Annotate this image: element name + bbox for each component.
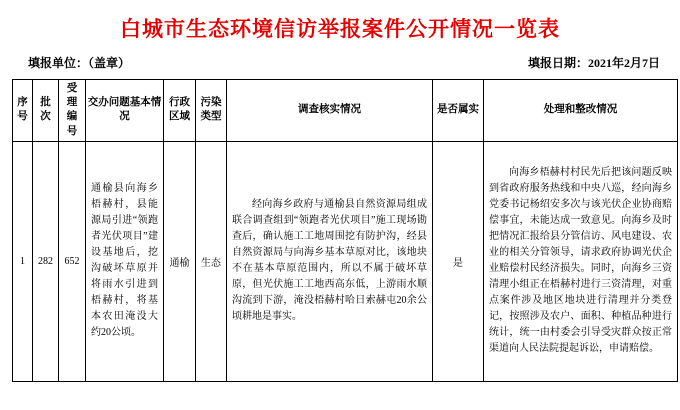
col-header-investigation: 调查核实情况	[227, 80, 433, 142]
col-header-case-no-label: 受理编号	[66, 83, 78, 137]
col-header-seq-label: 序号	[17, 97, 28, 123]
cell-case-no: 652	[59, 141, 86, 381]
cell-batch: 282	[33, 141, 59, 381]
col-header-pollution-type	[196, 80, 227, 142]
cell-seq: 1	[13, 141, 33, 381]
report-unit-label: 填报单位：（盖章）	[28, 56, 131, 70]
col-header-seq	[13, 80, 33, 142]
col-header-verified: 是否属实	[433, 80, 484, 142]
cell-verified: 是	[433, 141, 484, 381]
cases-table	[12, 79, 678, 382]
meta-row	[0, 43, 680, 79]
cell-region: 通榆	[164, 141, 196, 381]
col-header-region-label: 行政区域	[169, 97, 190, 123]
col-header-pollution-type-label: 污染类型	[200, 97, 222, 123]
page-title: 白城市生态环境信访举报案件公开情况一览表	[120, 18, 560, 41]
col-header-batch-label: 批次	[40, 97, 51, 123]
col-header-batch	[33, 80, 59, 142]
col-header-case-no	[59, 80, 86, 142]
cell-investigation: 经向海乡政府与通榆县自然资源局组成联合调查组到“领跑者光伏项目”施工现场勘查后，确认施工工地周围挖有防护沟，经县自然资源局与向海乡基本草原对比，该地块不在基本草原范围内，所以不属于破坏草原，但光伏施工工地西高东低，上游雨水顺沟流到下游，淹没梧赫村哈日索赫屯20余公顷耕地是事实。	[227, 141, 433, 381]
table-row	[13, 141, 678, 381]
cell-handling: 向海乡梧赫村村民先后把该问题反映到省政府服务热线和中央八巡，经向海乡党委书记杨绍安多次与该光伏企业协商赔偿事宜，未能达成一致意见。向海乡及时把情况汇报给县分管信访、风电建设、农业的相关分管领导，请求政府协调光伏企业赔偿村民经济损失。同时，向海乡三资清理小组正在梧赫村进行三资清理，对重点案件涉及地区地块进行清理并分类登记，按照涉及农户、面积、种植品种进行统计，统一由村委会引导受灾群众按正常渠道向人民法院提起诉讼，申请赔偿。	[484, 141, 678, 381]
cell-pollution-type: 生态	[196, 141, 227, 381]
report-date-label: 填报日期：2021年2月7日	[527, 56, 660, 70]
header-row	[13, 80, 678, 142]
col-header-issue: 交办问题基本情况	[86, 80, 164, 142]
cell-issue: 通榆县向海乡梧赫村，县能源局引进“领跑者光伏项目”建设基地后，挖沟破坏草原并将雨水引进到梧赫村，将基本农田淹没大约20公顷。	[86, 141, 164, 381]
col-header-region	[164, 80, 196, 142]
col-header-handling: 处理和整改情况	[484, 80, 678, 142]
